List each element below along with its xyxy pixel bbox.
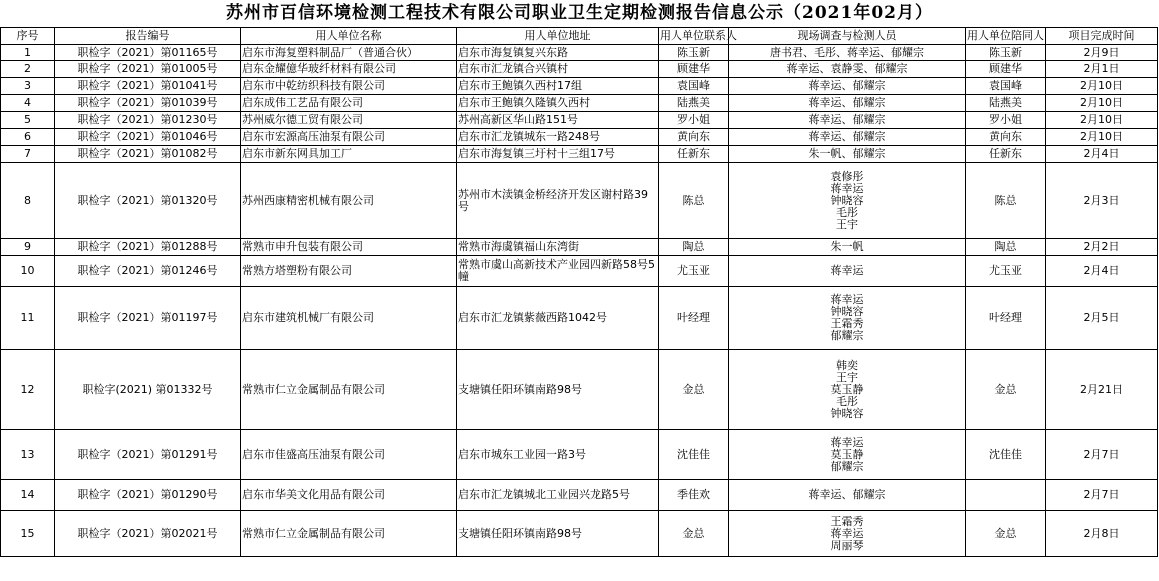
contact-person-cell: 金总 (659, 511, 729, 557)
staff-line: 蒋幸运 (830, 293, 864, 306)
staff-line: 莫玉静 (830, 447, 864, 461)
staff-line: 郁耀宗 (830, 329, 864, 342)
row-number-cell: 10 (1, 256, 55, 287)
staff-line: 蒋幸运、郁耀宗 (808, 96, 886, 109)
survey-staff-cell (729, 239, 966, 256)
company-address-cell: 启东市王鲍镇久西村17组 (457, 78, 659, 95)
escort-person-cell: 金总 (966, 350, 1046, 430)
contact-person-cell: 黄向东 (659, 129, 729, 146)
staff-line: 钟晓容 (830, 193, 864, 207)
completion-date-cell: 2月4日 (1046, 256, 1158, 287)
company-name-cell: 启东市海复塑料制品厂（普通合伙） (241, 45, 457, 61)
escort-person-cell: 金总 (966, 511, 1046, 557)
table-row (1, 112, 1158, 129)
company-name-cell: 常熟市仁立金属制品有限公司 (241, 350, 457, 430)
header-cell: 用人单位联系人 (659, 28, 729, 45)
row-number-cell: 11 (1, 287, 55, 350)
escort-person-cell: 叶经理 (966, 287, 1046, 350)
report-number-cell: 职检字（2021）第01290号 (55, 480, 241, 511)
row-number-cell: 3 (1, 78, 55, 95)
company-name-cell: 启东市宏源高压油泵有限公司 (241, 129, 457, 146)
contact-person-cell: 顾建华 (659, 61, 729, 78)
report-number-cell: 职检字（2021）第01005号 (55, 61, 241, 78)
company-name-cell: 启东金耀億华玻纤材料有限公司 (241, 61, 457, 78)
staff-line: 蒋幸运 (830, 264, 864, 277)
report-number-cell: 职检字（2021）第01041号 (55, 78, 241, 95)
survey-staff-cell (729, 287, 966, 350)
staff-line: 蒋幸运、袁静雯、郁耀宗 (786, 62, 908, 75)
company-name-cell: 启东成伟工艺品有限公司 (241, 95, 457, 112)
staff-line: 蒋幸运、郁耀宗 (808, 130, 886, 143)
table-row (1, 146, 1158, 163)
table-row (1, 256, 1158, 287)
table-row (1, 239, 1158, 256)
row-number-cell: 5 (1, 112, 55, 129)
contact-person-cell: 陆燕美 (659, 95, 729, 112)
company-address-cell: 支塘镇任阳环镇南路98号 (457, 350, 659, 430)
header-cell: 用人单位地址 (457, 28, 659, 45)
company-address-cell: 苏州市木渎镇金桥经济开发区谢村路39号 (457, 163, 659, 239)
staff-line: 郁耀宗 (830, 459, 864, 473)
header-cell: 用人单位陪同人 (966, 28, 1046, 45)
report-number-cell: 职检字（2021）第01039号 (55, 95, 241, 112)
escort-person-cell: 尤玉亚 (966, 256, 1046, 287)
completion-date-cell: 2月10日 (1046, 78, 1158, 95)
company-address-cell: 启东市王鲍镇久隆镇久西村 (457, 95, 659, 112)
company-address-cell: 启东市城东工业园一路3号 (457, 430, 659, 480)
company-name-cell: 苏州西康精密机械有限公司 (241, 163, 457, 239)
table-row (1, 95, 1158, 112)
staff-line: 王霜秀 (830, 317, 864, 330)
staff-line: 蒋幸运、郁耀宗 (808, 488, 886, 501)
staff-line: 袁修彤 (830, 169, 864, 183)
contact-person-cell: 叶经理 (659, 287, 729, 350)
company-address-cell: 支塘镇任阳环镇南路98号 (457, 511, 659, 557)
escort-person-cell: 陈总 (966, 163, 1046, 239)
report-number-cell: 职检字(2021) 第01332号 (55, 350, 241, 430)
survey-staff-cell (729, 350, 966, 430)
table-row (1, 480, 1158, 511)
table-row (1, 287, 1158, 350)
row-number-cell: 2 (1, 61, 55, 78)
row-number-cell: 8 (1, 163, 55, 239)
staff-line: 蒋幸运 (830, 435, 864, 449)
row-number-cell: 4 (1, 95, 55, 112)
company-address-cell: 启东市汇龙镇城北工业园兴龙路5号 (457, 480, 659, 511)
escort-person-cell: 陈玉新 (966, 45, 1046, 61)
contact-person-cell: 尤玉亚 (659, 256, 729, 287)
contact-person-cell: 陈总 (659, 163, 729, 239)
survey-staff-cell (729, 45, 966, 61)
completion-date-cell: 2月10日 (1046, 95, 1158, 112)
company-name-cell: 启东市佳盛高压油泵有限公司 (241, 430, 457, 480)
report-number-cell: 职检字（2021）第01288号 (55, 239, 241, 256)
escort-person-cell: 沈佳佳 (966, 430, 1046, 480)
survey-staff-cell (729, 112, 966, 129)
report-number-cell: 职检字（2021）第01046号 (55, 129, 241, 146)
staff-line: 毛彤 (836, 205, 858, 219)
company-address-cell: 启东市汇龙镇城东一路248号 (457, 129, 659, 146)
company-name-cell: 启东市建筑机械厂有限公司 (241, 287, 457, 350)
contact-person-cell: 罗小姐 (659, 112, 729, 129)
survey-staff-cell (729, 511, 966, 557)
survey-staff-cell (729, 163, 966, 239)
table-row (1, 129, 1158, 146)
completion-date-cell: 2月9日 (1046, 45, 1158, 61)
report-number-cell: 职检字（2021）第01246号 (55, 256, 241, 287)
row-number-cell: 6 (1, 129, 55, 146)
table-row (1, 45, 1158, 61)
completion-date-cell: 2月3日 (1046, 163, 1158, 239)
header-cell: 用人单位名称 (241, 28, 457, 45)
staff-line: 蒋幸运 (830, 181, 864, 195)
contact-person-cell: 袁国峰 (659, 78, 729, 95)
staff-line: 朱一帆 (830, 240, 864, 253)
row-number-cell: 1 (1, 45, 55, 61)
staff-line: 钟晓容 (830, 305, 864, 318)
staff-line: 唐书君、毛彤、蒋幸运、郁耀宗 (770, 45, 924, 59)
row-number-cell: 12 (1, 350, 55, 430)
table-row (1, 350, 1158, 430)
company-name-cell: 启东市新东网具加工厂 (241, 146, 457, 163)
contact-person-cell: 沈佳佳 (659, 430, 729, 480)
survey-staff-cell (729, 129, 966, 146)
report-number-cell: 职检字（2021）第01197号 (55, 287, 241, 350)
company-address-cell: 常熟市虞山高新技术产业园四新路58号5幢 (457, 256, 659, 287)
company-name-cell: 启东市华美文化用品有限公司 (241, 480, 457, 511)
completion-date-cell: 2月10日 (1046, 129, 1158, 146)
report-number-cell: 职检字（2021）第01082号 (55, 146, 241, 163)
contact-person-cell: 陶总 (659, 239, 729, 256)
survey-staff-cell (729, 146, 966, 163)
company-address-cell: 启东市海复镇复兴东路 (457, 45, 659, 61)
company-name-cell: 常熟市申升包装有限公司 (241, 239, 457, 256)
escort-person-cell: 陆燕美 (966, 95, 1046, 112)
survey-staff-cell (729, 78, 966, 95)
survey-staff-cell (729, 480, 966, 511)
escort-person-cell (966, 480, 1046, 511)
row-number-cell: 15 (1, 511, 55, 557)
report-number-cell: 职检字（2021）第01320号 (55, 163, 241, 239)
escort-person-cell: 罗小姐 (966, 112, 1046, 129)
row-number-cell: 9 (1, 239, 55, 256)
staff-line: 周丽琴 (830, 538, 864, 552)
table-row (1, 78, 1158, 95)
staff-line: 莫玉静 (830, 382, 864, 396)
staff-line: 蒋幸运、郁耀宗 (808, 113, 886, 126)
escort-person-cell: 黄向东 (966, 129, 1046, 146)
report-number-cell: 职检字（2021）第01291号 (55, 430, 241, 480)
page-title: 苏州市百信环境检测工程技术有限公司职业卫生定期检测报告信息公示（2021年02月） (226, 3, 933, 23)
staff-line: 毛彤 (836, 394, 858, 408)
completion-date-cell: 2月10日 (1046, 112, 1158, 129)
contact-person-cell: 任新东 (659, 146, 729, 163)
row-number-cell: 7 (1, 146, 55, 163)
report-number-cell: 职检字（2021）第02021号 (55, 511, 241, 557)
survey-staff-cell (729, 61, 966, 78)
escort-person-cell: 陶总 (966, 239, 1046, 256)
staff-line: 钟晓容 (830, 406, 864, 420)
completion-date-cell: 2月4日 (1046, 146, 1158, 163)
company-address-cell: 苏州高新区华山路151号 (457, 112, 659, 129)
report-number-cell: 职检字（2021）第01230号 (55, 112, 241, 129)
escort-person-cell: 顾建华 (966, 61, 1046, 78)
staff-line: 韩奕 (836, 358, 858, 372)
completion-date-cell: 2月2日 (1046, 239, 1158, 256)
company-address-cell: 启东市海复镇三圩村十三组17号 (457, 146, 659, 163)
completion-date-cell: 2月1日 (1046, 61, 1158, 78)
staff-line: 王宇 (836, 217, 858, 231)
table-row (1, 61, 1158, 78)
header-row (1, 28, 1158, 45)
company-address-cell: 启东市汇龙镇合兴镇村 (457, 61, 659, 78)
row-number-cell: 14 (1, 480, 55, 511)
completion-date-cell: 2月7日 (1046, 480, 1158, 511)
header-cell: 报告编号 (55, 28, 241, 45)
contact-person-cell: 金总 (659, 350, 729, 430)
company-address-cell: 常熟市海虞镇福山东湾街 (457, 239, 659, 256)
survey-staff-cell (729, 430, 966, 480)
table-row (1, 511, 1158, 557)
header-cell: 现场调查与检测人员 (729, 28, 966, 45)
table-row (1, 430, 1158, 480)
contact-person-cell: 陈玉新 (659, 45, 729, 61)
staff-line: 王霜秀 (830, 514, 864, 528)
company-name-cell: 启东市中乾纺织科技有限公司 (241, 78, 457, 95)
survey-staff-cell (729, 256, 966, 287)
escort-person-cell: 袁国峰 (966, 78, 1046, 95)
completion-date-cell: 2月7日 (1046, 430, 1158, 480)
escort-person-cell: 任新东 (966, 146, 1046, 163)
company-name-cell: 常熟市仁立金属制品有限公司 (241, 511, 457, 557)
completion-date-cell: 2月5日 (1046, 287, 1158, 350)
header-cell: 序号 (1, 28, 55, 45)
staff-line: 蒋幸运、郁耀宗 (808, 79, 886, 92)
company-name-cell: 常熟方塔塑粉有限公司 (241, 256, 457, 287)
table-row (1, 163, 1158, 239)
completion-date-cell: 2月21日 (1046, 350, 1158, 430)
company-address-cell: 启东市汇龙镇紫薇西路1042号 (457, 287, 659, 350)
report-number-cell: 职检字（2021）第01165号 (55, 45, 241, 61)
staff-line: 王宇 (836, 370, 858, 384)
contact-person-cell: 季佳欢 (659, 480, 729, 511)
staff-line: 蒋幸运 (830, 526, 864, 540)
staff-line: 朱一帆、郁耀宗 (808, 147, 886, 160)
survey-staff-cell (729, 95, 966, 112)
report-table (0, 27, 1158, 557)
header-cell: 项目完成时间 (1046, 28, 1158, 45)
completion-date-cell: 2月8日 (1046, 511, 1158, 557)
row-number-cell: 13 (1, 430, 55, 480)
company-name-cell: 苏州威尔德工贸有限公司 (241, 112, 457, 129)
